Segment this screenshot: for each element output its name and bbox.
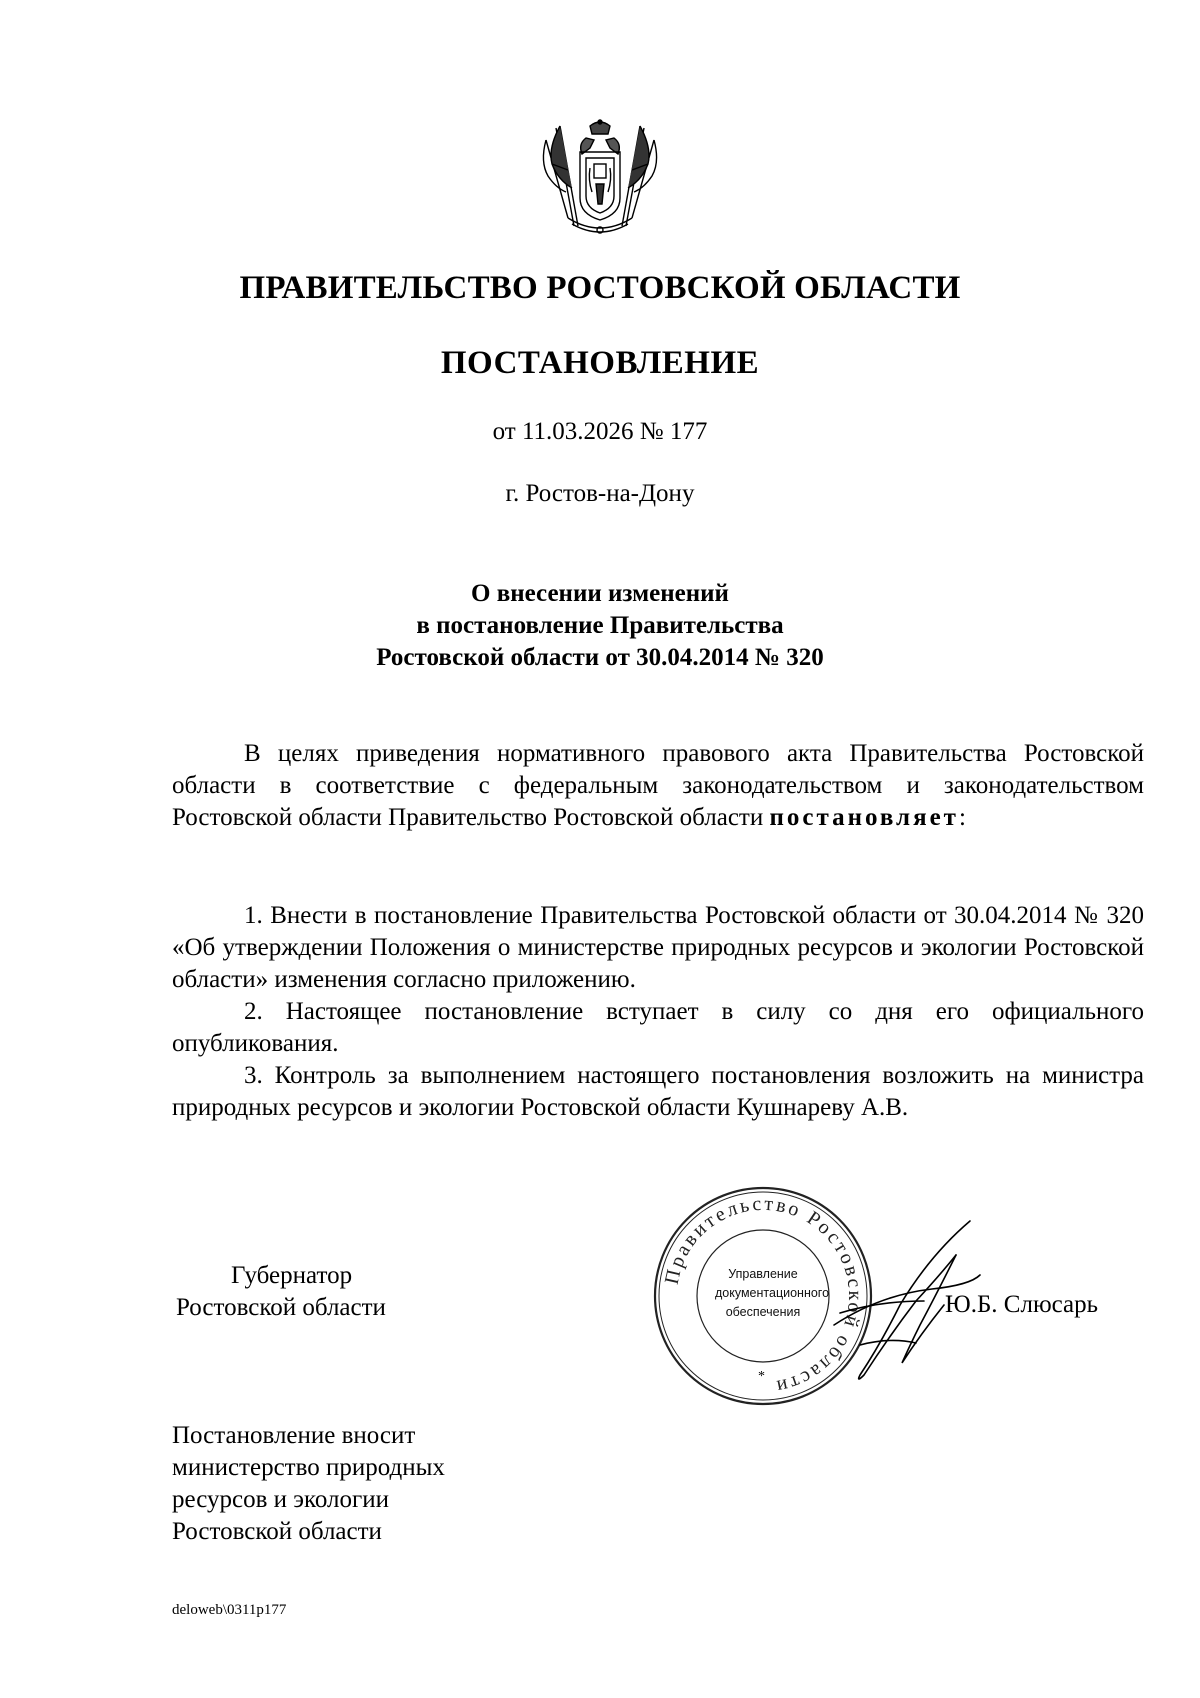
document-subject	[0, 578, 1200, 674]
decree-colon: :	[958, 804, 966, 831]
submitter-block	[172, 1420, 445, 1548]
decree-item: 2. Настоящее постановление вступает в силу со дня его официального опубликования.	[172, 998, 1144, 1057]
signer-position-line: Ростовской области	[176, 1294, 386, 1321]
seal-star: *	[758, 1369, 765, 1384]
decree-word: постановляет	[769, 804, 959, 831]
preamble	[172, 738, 1144, 834]
subject-line: О внесении изменений	[471, 580, 729, 607]
submitter-line: ресурсов и экологии	[172, 1486, 390, 1513]
decree-items	[172, 900, 1144, 1124]
preamble-paragraph	[172, 738, 1144, 834]
footer-code: deloweb\0311p177	[172, 1602, 287, 1618]
signer-position	[176, 1260, 386, 1324]
document-city: г. Ростов-на-Дону	[505, 480, 695, 507]
document-type: ПОСТАНОВЛЕНИЕ	[440, 345, 760, 381]
signer-name: Ю.Б. Слюсарь	[945, 1291, 1099, 1318]
coat-of-arms-icon	[538, 118, 662, 238]
decree-item: 3. Контроль за выполнением настоящего постановления возложить на министра природных ресурсов и экологии Ростовской области Кушнареву А.В.	[172, 1062, 1144, 1121]
submitter-line: министерство природных	[172, 1454, 445, 1481]
seal-inner-line: документационного	[715, 1285, 830, 1300]
signer-position-line: Губернатор	[231, 1262, 353, 1289]
preamble-text: В целях приведения нормативного правового акта Правительства Ростовской области в соответствие с федеральным законодательством и законодательством Ростовской области Правительство Ростовской области	[172, 740, 1144, 831]
submitter-line: Постановление вносит	[172, 1422, 416, 1449]
document-date-number: от 11.03.2026 № 177	[492, 418, 708, 445]
seal-ring-text: Правительство Ростовской области	[660, 1192, 867, 1399]
decree-item: 1. Внести в постановление Правительства Ростовской области от 30.04.2014 № 320 «Об утверждении Положения о министерстве природных ресурсов и экологии Ростовской области» изменения согласно приложению.	[172, 902, 1144, 993]
subject-line: в постановление Правительства	[416, 612, 784, 639]
submitter-line: Ростовской области	[172, 1518, 382, 1545]
seal-inner-line: обеспечения	[725, 1304, 801, 1319]
subject-line: Ростовской области от 30.04.2014 № 320	[376, 644, 824, 671]
seal-inner-line: Управление	[728, 1266, 798, 1281]
government-title: ПРАВИТЕЛЬСТВО РОСТОВСКОЙ ОБЛАСТИ	[239, 270, 961, 306]
seal-center	[715, 1252, 830, 1334]
